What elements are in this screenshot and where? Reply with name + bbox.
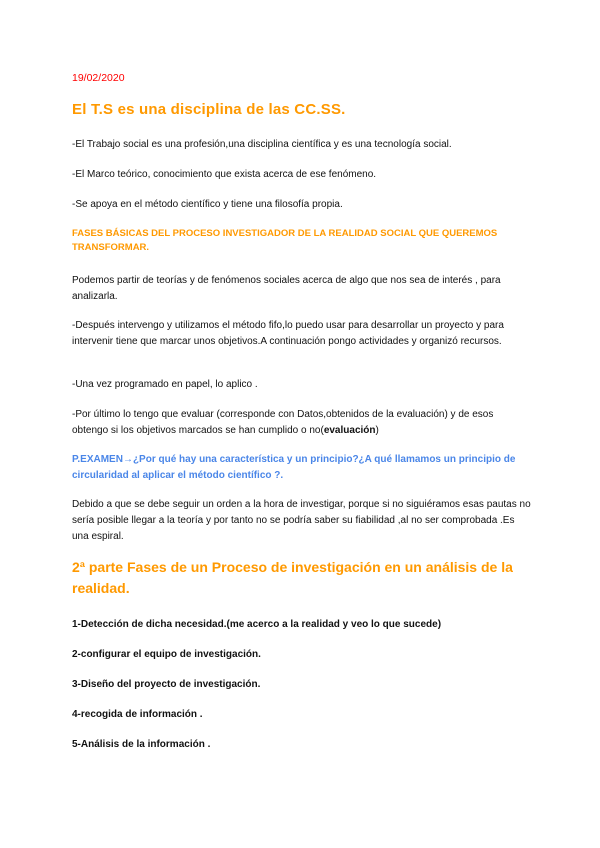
step-item: 1-Detección de dicha necesidad.(me acerco a la realidad y veo lo que sucede): [72, 619, 442, 630]
phases-paragraph: -Una vez programado en papel, lo aplico .: [72, 379, 258, 390]
evaluation-text-before: -Por último lo tengo que evaluar (corresponde con Datos,obtenidos de la evaluación) y de esos obtengo si los objetivos marcados se han cumplido o no(: [72, 409, 494, 436]
intro-point: -El Marco teórico, conocimiento que exista acerca de ese fenómeno.: [72, 169, 377, 180]
evaluation-bold-word: evaluación: [323, 425, 376, 436]
evaluation-text-after: ): [375, 425, 379, 436]
intro-point: -Se apoya en el método científico y tiene una filosofía propia.: [72, 199, 343, 210]
intro-point: -El Trabajo social es una profesión,una disciplina científica y es una tecnología social.: [72, 139, 452, 150]
phases-paragraph-evaluation: [72, 407, 532, 439]
exam-answer: Debido a que se debe seguir un orden a la hora de investigar, porque si no siguiéramos esas pautas no sería posible llegar a la teoría y por tanto no se podría saber su fiabilidad ,al no ser comprobada .Es una espiral.: [72, 499, 531, 542]
step-item: 3-Diseño del proyecto de investigación.: [72, 679, 261, 690]
phases-paragraph: Podemos partir de teorías y de fenómenos sociales acerca de algo que nos sea de interés , para analizarla.: [72, 275, 501, 302]
heading-ts-discipline: El T.S es una disciplina de las CC.SS.: [72, 101, 346, 118]
exam-question: P.EXAMEN→¿Por qué hay una característica y un principio?¿A qué llamamos un principio de circularidad al aplicar el método científico ?.: [72, 454, 516, 481]
phases-paragraph: -Después intervengo y utilizamos el método fifo,lo puedo usar para desarrollar un proyecto y para intervenir tiene que marcar unos objetivos.A continuación pongo actividades y organizó recursos.: [72, 320, 504, 347]
phases-heading: FASES BÁSICAS DEL PROCESO INVESTIGADOR DE LA REALIDAD SOCIAL QUE QUEREMOS TRANSFORMAR.: [72, 228, 498, 253]
step-item: 5-Análisis de la información .: [72, 739, 211, 750]
heading-part-two: 2ª parte Fases de un Proceso de investigación en un análisis de la realidad.: [72, 559, 513, 596]
step-item: 4-recogida de información .: [72, 709, 203, 720]
step-item: 2-configurar el equipo de investigación.: [72, 649, 261, 660]
document-date: 19/02/2020: [72, 72, 125, 84]
